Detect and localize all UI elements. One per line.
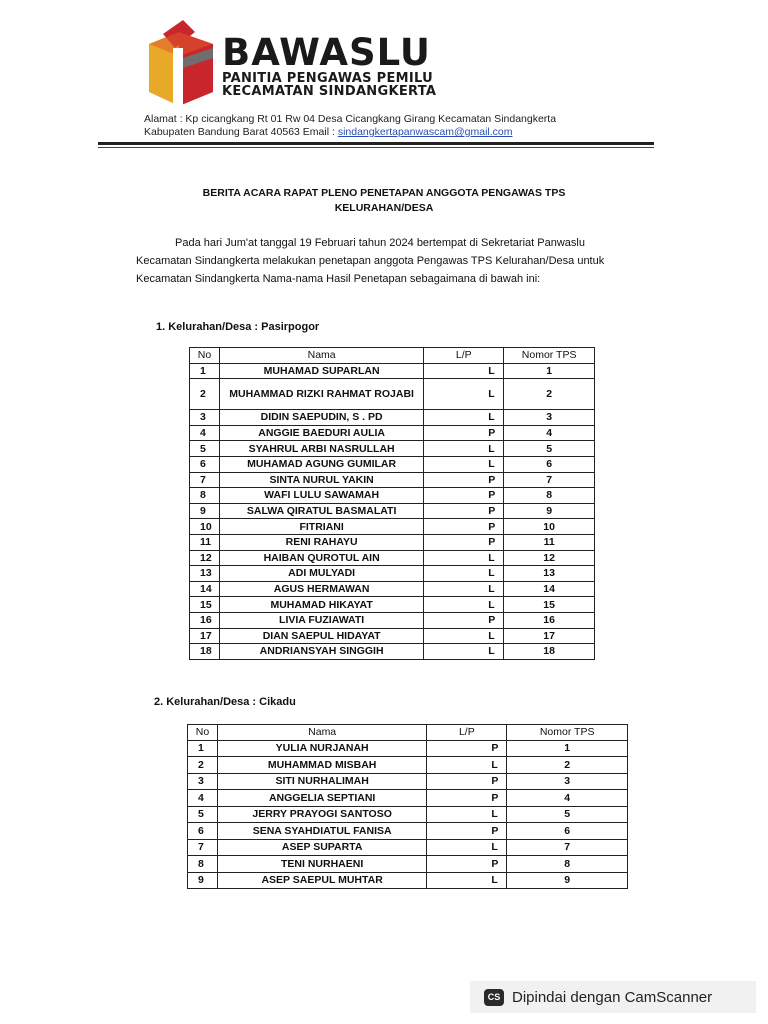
cell-no: 3 (190, 410, 220, 426)
header-no: No (188, 725, 218, 741)
cell-no: 10 (190, 519, 220, 535)
cell-no: 6 (190, 456, 220, 472)
cell-nomor-tps: 11 (504, 534, 595, 550)
table-row (190, 628, 595, 644)
cell-nama: WAFI LULU SAWAMAH (219, 488, 423, 504)
table-row (188, 839, 628, 856)
cell-nomor-tps: 17 (504, 628, 595, 644)
cell-nama: MUHAMMAD MISBAH (217, 757, 426, 774)
org-subtitle-1: PANITIA PENGAWAS PEMILU (222, 71, 434, 86)
cell-no: 17 (190, 628, 220, 644)
cell-nama: MUHAMMAD RIZKI RAHMAT ROJABI (219, 379, 423, 410)
table-row (188, 856, 628, 873)
table-row (188, 740, 628, 757)
cell-nama: ANGGIE BAEDURI AULIA (219, 425, 423, 441)
cell-nomor-tps: 4 (504, 425, 595, 441)
cell-nomor-tps: 3 (507, 773, 628, 790)
cell-nama: SITI NURHALIMAH (217, 773, 426, 790)
cell-nomor-tps: 14 (504, 581, 595, 597)
letterhead-divider-thin (98, 147, 654, 148)
header-nama: Nama (219, 348, 423, 364)
header-nomor-tps: Nomor TPS (504, 348, 595, 364)
cell-nomor-tps: 9 (507, 872, 628, 889)
cell-lp: P (424, 488, 504, 504)
table-row (190, 566, 595, 582)
letterhead-divider (98, 142, 654, 145)
cell-lp: P (427, 790, 507, 807)
table-row (190, 550, 595, 566)
cell-lp: L (427, 839, 507, 856)
cell-no: 12 (190, 550, 220, 566)
cell-no: 5 (188, 806, 218, 823)
header-lp: L/P (427, 725, 507, 741)
cell-lp: P (427, 773, 507, 790)
cell-nomor-tps: 6 (504, 456, 595, 472)
cell-no: 16 (190, 612, 220, 628)
table-row (188, 757, 628, 774)
section-heading-cikadu: 2. Kelurahan/Desa : Cikadu (154, 696, 296, 708)
cell-nama: SALWA QIRATUL BASMALATI (219, 503, 423, 519)
cell-nomor-tps: 16 (504, 612, 595, 628)
cell-nomor-tps: 1 (504, 363, 595, 379)
cell-nomor-tps: 5 (507, 806, 628, 823)
cell-lp: P (424, 612, 504, 628)
cell-nama: ANDRIANSYAH SINGGIH (219, 644, 423, 660)
cell-nama: ASEP SAEPUL MUHTAR (217, 872, 426, 889)
cell-lp: L (424, 379, 504, 410)
table-row (190, 425, 595, 441)
cell-nomor-tps: 15 (504, 597, 595, 613)
cell-nama: MUHAMAD AGUNG GUMILAR (219, 456, 423, 472)
cell-nomor-tps: 10 (504, 519, 595, 535)
address-prefix: Kabupaten Bandung Barat 40563 Email : (144, 126, 335, 138)
table-row (188, 823, 628, 840)
table-cikadu (187, 724, 628, 889)
table-row (190, 410, 595, 426)
cell-no: 7 (190, 472, 220, 488)
cell-no: 8 (190, 488, 220, 504)
cell-nama: LIVIA FUZIAWATI (219, 612, 423, 628)
cell-no: 7 (188, 839, 218, 856)
cell-no: 1 (190, 363, 220, 379)
cell-no: 5 (190, 441, 220, 457)
cell-no: 18 (190, 644, 220, 660)
cell-nomor-tps: 1 (507, 740, 628, 757)
cell-nomor-tps: 12 (504, 550, 595, 566)
cell-lp: L (424, 550, 504, 566)
cell-nomor-tps: 5 (504, 441, 595, 457)
cell-nama: AGUS HERMAWAN (219, 581, 423, 597)
cell-no: 13 (190, 566, 220, 582)
cell-lp: P (424, 534, 504, 550)
header-nama: Nama (217, 725, 426, 741)
cell-lp: L (424, 441, 504, 457)
document-title-line-2: KELURAHAN/DESA (334, 202, 434, 214)
cell-lp: P (424, 472, 504, 488)
cell-no: 9 (190, 503, 220, 519)
cell-no: 2 (188, 757, 218, 774)
cell-no: 6 (188, 823, 218, 840)
table-row (190, 612, 595, 628)
cell-lp: L (427, 757, 507, 774)
cell-nama: TENI NURHAENI (217, 856, 426, 873)
cell-lp: L (424, 581, 504, 597)
header-no: No (190, 348, 220, 364)
cell-nomor-tps: 13 (504, 566, 595, 582)
header-nomor-tps: Nomor TPS (507, 725, 628, 741)
cell-nama: ANGGELIA SEPTIANI (217, 790, 426, 807)
cell-lp: L (424, 644, 504, 660)
cell-nomor-tps: 7 (507, 839, 628, 856)
email-link[interactable]: sindangkertapanwascam@gmail.com (337, 126, 513, 138)
table-row (190, 503, 595, 519)
cell-no: 14 (190, 581, 220, 597)
cell-nama: HAIBAN QUROTUL AIN (219, 550, 423, 566)
table-row (190, 644, 595, 660)
table-row (190, 519, 595, 535)
cell-no: 4 (190, 425, 220, 441)
cell-lp: L (424, 597, 504, 613)
table-row (190, 456, 595, 472)
section-heading-pasirpogor: 1. Kelurahan/Desa : Pasirpogor (156, 321, 320, 333)
header-lp: L/P (424, 348, 504, 364)
camscanner-icon: CS (484, 989, 504, 1006)
cell-nama: JERRY PRAYOGI SANTOSO (217, 806, 426, 823)
cell-lp: L (424, 363, 504, 379)
cell-nama: MUHAMAD HIKAYAT (219, 597, 423, 613)
table-row (190, 379, 595, 410)
cell-nomor-tps: 2 (507, 757, 628, 774)
table-row (188, 790, 628, 807)
cell-nama: YULIA NURJANAH (217, 740, 426, 757)
cell-lp: L (424, 410, 504, 426)
cell-nomor-tps: 18 (504, 644, 595, 660)
table-row (190, 472, 595, 488)
cell-lp: P (424, 519, 504, 535)
cell-lp: L (427, 806, 507, 823)
cell-nama: FITRIANI (219, 519, 423, 535)
cell-nomor-tps: 4 (507, 790, 628, 807)
cell-no: 15 (190, 597, 220, 613)
cell-nomor-tps: 8 (507, 856, 628, 873)
intro-line-2: Kecamatan Sindangkerta melakukan penetapan anggota Pengawas TPS Kelurahan/Desa untuk (136, 255, 605, 267)
camscanner-badge (470, 981, 756, 1013)
cell-no: 2 (190, 379, 220, 410)
cell-nama: RENI RAHAYU (219, 534, 423, 550)
cell-lp: L (424, 456, 504, 472)
cell-nama: SENA SYAHDIATUL FANISA (217, 823, 426, 840)
cell-nomor-tps: 9 (504, 503, 595, 519)
cell-lp: L (427, 872, 507, 889)
cell-nomor-tps: 7 (504, 472, 595, 488)
cell-nama: MUHAMAD SUPARLAN (219, 363, 423, 379)
cell-nama: ADI MULYADI (219, 566, 423, 582)
table-row (188, 806, 628, 823)
cell-nomor-tps: 6 (507, 823, 628, 840)
cell-nomor-tps: 3 (504, 410, 595, 426)
table-row (190, 363, 595, 379)
bawaslu-logo-icon (143, 18, 219, 114)
address-line-1: Alamat : Kp cicangkang Rt 01 Rw 04 Desa Cicangkang Girang Kecamatan Sindangkerta (144, 113, 557, 125)
table-row (190, 441, 595, 457)
camscanner-text: Dipindai dengan CamScanner (512, 988, 713, 1006)
cell-no: 3 (188, 773, 218, 790)
cell-nama: ASEP SUPARTA (217, 839, 426, 856)
cell-no: 4 (188, 790, 218, 807)
cell-nomor-tps: 8 (504, 488, 595, 504)
cell-lp: P (427, 856, 507, 873)
cell-no: 11 (190, 534, 220, 550)
cell-no: 9 (188, 872, 218, 889)
cell-nama: DIDIN SAEPUDIN, S . PD (219, 410, 423, 426)
cell-lp: L (424, 566, 504, 582)
table-header-row (190, 348, 595, 364)
cell-lp: P (424, 425, 504, 441)
table-row (190, 534, 595, 550)
cell-lp: P (424, 503, 504, 519)
cell-no: 1 (188, 740, 218, 757)
table-row (188, 872, 628, 889)
cell-nomor-tps: 2 (504, 379, 595, 410)
table-row (190, 581, 595, 597)
cell-nama: DIAN SAEPUL HIDAYAT (219, 628, 423, 644)
intro-line-1: Pada hari Jum'at tanggal 19 Februari tahun 2024 bertempat di Sekretariat Panwaslu (175, 237, 585, 249)
table-row (190, 488, 595, 504)
org-subtitle-2: KECAMATAN SINDANGKERTA (222, 84, 437, 99)
table-row (188, 773, 628, 790)
address-line-2 (144, 126, 512, 139)
cell-nama: SYAHRUL ARBI NASRULLAH (219, 441, 423, 457)
table-header-row (188, 725, 628, 741)
org-name: BAWASLU (222, 31, 431, 74)
cell-lp: L (424, 628, 504, 644)
table-row (190, 597, 595, 613)
document-title-line-1: BERITA ACARA RAPAT PLENO PENETAPAN ANGGOTA PENGAWAS TPS (202, 187, 566, 199)
cell-nama: SINTA NURUL YAKIN (219, 472, 423, 488)
cell-no: 8 (188, 856, 218, 873)
cell-lp: P (427, 823, 507, 840)
intro-line-3: Kecamatan Sindangkerta Nama-nama Hasil Penetapan sebagaimana di bawah ini: (136, 273, 541, 285)
table-pasirpogor (189, 347, 595, 660)
cell-lp: P (427, 740, 507, 757)
